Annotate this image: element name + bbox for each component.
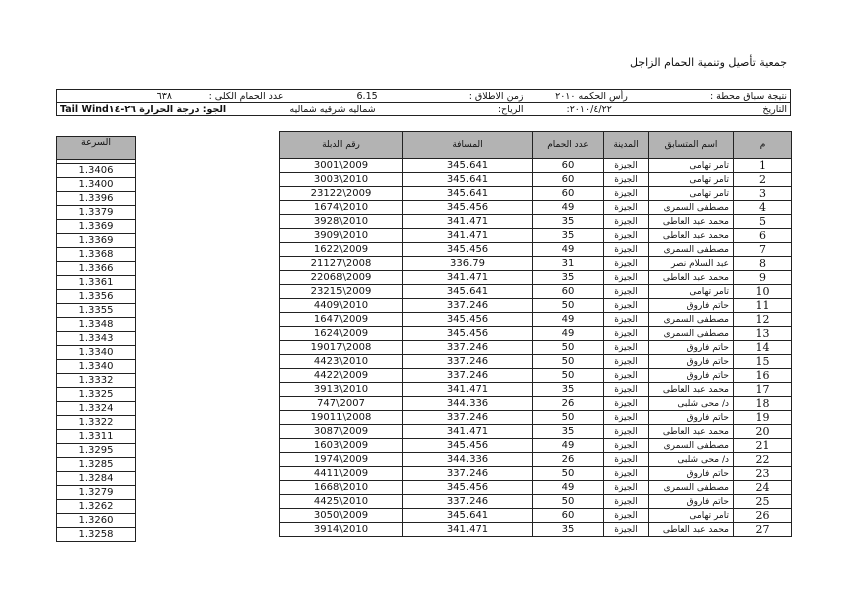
city-cell: الجيزة xyxy=(604,243,649,257)
ring-number-cell: 1624\2009 xyxy=(280,327,403,341)
distance-cell: 345.456 xyxy=(403,327,533,341)
ring-number-cell: 1622\2009 xyxy=(280,243,403,257)
distance-cell: 341.471 xyxy=(403,215,533,229)
table-row xyxy=(280,299,792,313)
pigeon-count-cell: 49 xyxy=(533,313,604,327)
table-row xyxy=(280,411,792,425)
distance-cell: 345.456 xyxy=(403,243,533,257)
city-cell: الجيزة xyxy=(604,187,649,201)
rank-cell: 22 xyxy=(734,453,792,467)
speed-row xyxy=(57,346,136,360)
start-time-label: زمن الاطلاق : xyxy=(447,90,527,103)
pigeon-count-cell: 50 xyxy=(533,369,604,383)
pigeon-count-cell: 60 xyxy=(533,509,604,523)
ring-number-cell: 3913\2010 xyxy=(280,383,403,397)
city-cell: الجيزة xyxy=(604,481,649,495)
speed-cell: 1.3311 xyxy=(57,430,136,444)
speed-cell: 1.3322 xyxy=(57,416,136,430)
participant-name-cell: مصطفى السمرى xyxy=(649,439,734,453)
table-row xyxy=(280,369,792,383)
header-city: المدينة xyxy=(604,132,649,159)
rank-cell: 6 xyxy=(734,229,792,243)
pigeon-count-cell: 35 xyxy=(533,425,604,439)
distance-cell: 337.246 xyxy=(403,467,533,481)
speed-cell: 1.3368 xyxy=(57,248,136,262)
table-row xyxy=(280,397,792,411)
pigeon-count-cell: 60 xyxy=(533,159,604,173)
ring-number-cell: 1674\2010 xyxy=(280,201,403,215)
speed-cell: 1.3396 xyxy=(57,192,136,206)
speed-row xyxy=(57,234,136,248)
rank-cell: 21 xyxy=(734,439,792,453)
wind-value: شماليه شرقيه شماليه xyxy=(287,103,447,116)
header-rank: م xyxy=(734,132,792,159)
distance-cell: 336.79 xyxy=(403,257,533,271)
speed-row xyxy=(57,458,136,472)
speed-row xyxy=(57,332,136,346)
rank-cell: 24 xyxy=(734,481,792,495)
distance-cell: 345.456 xyxy=(403,439,533,453)
city-cell: الجيزة xyxy=(604,229,649,243)
distance-cell: 345.641 xyxy=(403,173,533,187)
ring-number-cell: 1668\2010 xyxy=(280,481,403,495)
participant-name-cell: محمد عبد العاطى xyxy=(649,229,734,243)
distance-cell: 341.471 xyxy=(403,523,533,537)
city-cell: الجيزة xyxy=(604,509,649,523)
speed-cell: 1.3366 xyxy=(57,262,136,276)
results-table xyxy=(279,131,792,537)
table-row xyxy=(280,523,792,537)
ring-number-cell: 3001\2009 xyxy=(280,159,403,173)
city-cell: الجيزة xyxy=(604,299,649,313)
race-info-row-2 xyxy=(57,103,791,116)
speed-row xyxy=(57,290,136,304)
ring-number-cell: 3087\2009 xyxy=(280,425,403,439)
pigeon-count-cell: 60 xyxy=(533,187,604,201)
city-cell: الجيزة xyxy=(604,453,649,467)
city-cell: الجيزة xyxy=(604,201,649,215)
speed-row xyxy=(57,220,136,234)
participant-name-cell: مصطفى السمرى xyxy=(649,201,734,215)
rank-cell: 16 xyxy=(734,369,792,383)
city-cell: الجيزة xyxy=(604,159,649,173)
table-row xyxy=(280,327,792,341)
ring-number-cell: 4411\2009 xyxy=(280,467,403,481)
city-cell: الجيزة xyxy=(604,467,649,481)
speed-cell: 1.3325 xyxy=(57,388,136,402)
distance-cell: 341.471 xyxy=(403,229,533,243)
distance-cell: 345.456 xyxy=(403,481,533,495)
rank-cell: 7 xyxy=(734,243,792,257)
participant-name-cell: حاتم فاروق xyxy=(649,341,734,355)
speed-row xyxy=(57,416,136,430)
speed-row xyxy=(57,402,136,416)
city-cell: الجيزة xyxy=(604,411,649,425)
speed-row xyxy=(57,192,136,206)
table-row xyxy=(280,383,792,397)
weather-value: Tail Windالجو: درجة الحرارة ٢٦-١٤ xyxy=(57,103,287,116)
speed-row xyxy=(57,164,136,178)
participant-name-cell: حاتم فاروق xyxy=(649,355,734,369)
city-cell: الجيزة xyxy=(604,425,649,439)
speed-row xyxy=(57,388,136,402)
start-time-value: 6.15 xyxy=(287,90,447,103)
city-cell: الجيزة xyxy=(604,257,649,271)
pigeon-count-cell: 60 xyxy=(533,285,604,299)
table-row xyxy=(280,257,792,271)
speed-cell: 1.3400 xyxy=(57,178,136,192)
speed-header: السرعة xyxy=(57,137,136,160)
speed-cell: 1.3324 xyxy=(57,402,136,416)
participant-name-cell: حاتم فاروق xyxy=(649,495,734,509)
ring-number-cell: 21127\2008 xyxy=(280,257,403,271)
ring-number-cell: 4425\2010 xyxy=(280,495,403,509)
speed-cell: 1.3369 xyxy=(57,220,136,234)
wind-label: الرياح: xyxy=(447,103,527,116)
ring-number-cell: 1974\2009 xyxy=(280,453,403,467)
distance-cell: 345.641 xyxy=(403,509,533,523)
table-row xyxy=(280,159,792,173)
distance-cell: 341.471 xyxy=(403,271,533,285)
participant-name-cell: محمد عبد العاطى xyxy=(649,523,734,537)
rank-cell: 2 xyxy=(734,173,792,187)
rank-cell: 19 xyxy=(734,411,792,425)
participant-name-cell: مصطفى السمرى xyxy=(649,243,734,257)
speed-row xyxy=(57,514,136,528)
distance-cell: 341.471 xyxy=(403,383,533,397)
rank-cell: 27 xyxy=(734,523,792,537)
rank-cell: 25 xyxy=(734,495,792,509)
city-cell: الجيزة xyxy=(604,397,649,411)
pigeon-count-cell: 50 xyxy=(533,341,604,355)
distance-cell: 345.456 xyxy=(403,201,533,215)
table-row xyxy=(280,425,792,439)
speed-row xyxy=(57,472,136,486)
speed-cell: 1.3258 xyxy=(57,528,136,542)
speed-cell: 1.3260 xyxy=(57,514,136,528)
speed-row xyxy=(57,430,136,444)
table-row xyxy=(280,495,792,509)
pigeon-count-cell: 49 xyxy=(533,243,604,257)
distance-cell: 345.641 xyxy=(403,187,533,201)
rank-cell: 8 xyxy=(734,257,792,271)
speed-row xyxy=(57,374,136,388)
speed-row xyxy=(57,304,136,318)
participant-name-cell: تامر تهامى xyxy=(649,173,734,187)
participant-name-cell: تامر تهامى xyxy=(649,159,734,173)
city-cell: الجيزة xyxy=(604,285,649,299)
ring-number-cell: 4409\2010 xyxy=(280,299,403,313)
city-cell: الجيزة xyxy=(604,355,649,369)
speed-row xyxy=(57,444,136,458)
speed-cell: 1.3340 xyxy=(57,346,136,360)
ring-number-cell: 3914\2010 xyxy=(280,523,403,537)
race-info-row-1 xyxy=(57,90,791,103)
pigeon-count-cell: 35 xyxy=(533,271,604,285)
city-cell: الجيزة xyxy=(604,215,649,229)
distance-cell: 337.246 xyxy=(403,341,533,355)
distance-cell: 337.246 xyxy=(403,411,533,425)
pigeon-count-cell: 35 xyxy=(533,215,604,229)
speed-cell: 1.3343 xyxy=(57,332,136,346)
speed-row xyxy=(57,528,136,542)
speed-cell: 1.3285 xyxy=(57,458,136,472)
table-row xyxy=(280,313,792,327)
table-row xyxy=(280,173,792,187)
rank-cell: 23 xyxy=(734,467,792,481)
pigeon-count-cell: 35 xyxy=(533,523,604,537)
table-row xyxy=(280,453,792,467)
ring-number-cell: 3909\2010 xyxy=(280,229,403,243)
participant-name-cell: محمد عبد العاطى xyxy=(649,215,734,229)
rank-cell: 4 xyxy=(734,201,792,215)
ring-number-cell: 3003\2010 xyxy=(280,173,403,187)
rank-cell: 1 xyxy=(734,159,792,173)
city-cell: الجيزة xyxy=(604,439,649,453)
speed-row xyxy=(57,486,136,500)
speed-row xyxy=(57,276,136,290)
city-cell: الجيزة xyxy=(604,271,649,285)
race-date-value: :٢٠١٠/٤/٢٢ xyxy=(527,103,657,116)
speed-row xyxy=(57,206,136,220)
table-row xyxy=(280,187,792,201)
city-cell: الجيزة xyxy=(604,383,649,397)
rank-cell: 26 xyxy=(734,509,792,523)
participant-name-cell: مصطفى السمرى xyxy=(649,327,734,341)
pigeon-count-cell: 26 xyxy=(533,453,604,467)
speed-row xyxy=(57,248,136,262)
speed-cell: 1.3340 xyxy=(57,360,136,374)
speed-row xyxy=(57,262,136,276)
rank-cell: 20 xyxy=(734,425,792,439)
rank-cell: 5 xyxy=(734,215,792,229)
ring-number-cell: 1647\2009 xyxy=(280,313,403,327)
organization-title: جمعية تأصيل وتنمية الحمام الزاجل xyxy=(629,56,787,69)
ring-number-cell: 3050\2009 xyxy=(280,509,403,523)
speed-cell: 1.3348 xyxy=(57,318,136,332)
ring-number-cell: 3928\2010 xyxy=(280,215,403,229)
city-cell: الجيزة xyxy=(604,495,649,509)
distance-cell: 345.456 xyxy=(403,313,533,327)
participant-name-cell: د/ محى شلبى xyxy=(649,453,734,467)
speed-cell: 1.3356 xyxy=(57,290,136,304)
ring-number-cell: 4423\2010 xyxy=(280,355,403,369)
header-pigeon-count: عدد الحمام xyxy=(533,132,604,159)
ring-number-cell: 22068\2009 xyxy=(280,271,403,285)
pigeon-count-cell: 50 xyxy=(533,299,604,313)
participant-name-cell: تامر تهامى xyxy=(649,187,734,201)
participant-name-cell: حاتم فاروق xyxy=(649,299,734,313)
ring-number-cell: 747\2007 xyxy=(280,397,403,411)
table-row xyxy=(280,285,792,299)
table-row xyxy=(280,201,792,215)
distance-cell: 344.336 xyxy=(403,397,533,411)
pigeon-count-cell: 31 xyxy=(533,257,604,271)
speed-cell: 1.3355 xyxy=(57,304,136,318)
race-date-label: التاريخ xyxy=(657,103,791,116)
participant-name-cell: محمد عبد العاطى xyxy=(649,271,734,285)
speed-cell: 1.3361 xyxy=(57,276,136,290)
speed-cell: 1.3379 xyxy=(57,206,136,220)
pigeon-count-cell: 50 xyxy=(533,355,604,369)
rank-cell: 12 xyxy=(734,313,792,327)
speed-row xyxy=(57,318,136,332)
participant-name-cell: محمد عبد العاطى xyxy=(649,383,734,397)
pigeon-count-cell: 60 xyxy=(533,173,604,187)
speed-cell: 1.3262 xyxy=(57,500,136,514)
speed-cell: 1.3279 xyxy=(57,486,136,500)
distance-cell: 337.246 xyxy=(403,369,533,383)
speed-row xyxy=(57,360,136,374)
rank-cell: 18 xyxy=(734,397,792,411)
total-pigeons-value: ٦٣٨ عدد الحمام الكلى : xyxy=(57,90,287,103)
speed-row xyxy=(57,500,136,514)
header-participant-name: اسم المتسابق xyxy=(649,132,734,159)
table-row xyxy=(280,341,792,355)
city-cell: الجيزة xyxy=(604,523,649,537)
participant-name-cell: د/ محى شلبى xyxy=(649,397,734,411)
race-station-label: نتيجة سباق محطة : xyxy=(657,90,791,103)
table-row xyxy=(280,467,792,481)
participant-name-cell: تامر تهامى xyxy=(649,285,734,299)
participant-name-cell: حاتم فاروق xyxy=(649,411,734,425)
header-distance: المسافة xyxy=(403,132,533,159)
participant-name-cell: محمد عبد العاطى xyxy=(649,425,734,439)
city-cell: الجيزة xyxy=(604,313,649,327)
city-cell: الجيزة xyxy=(604,173,649,187)
distance-cell: 344.336 xyxy=(403,453,533,467)
speed-cell: 1.3332 xyxy=(57,374,136,388)
distance-cell: 345.641 xyxy=(403,285,533,299)
race-station-value: رأس الحكمه ٢٠١٠ xyxy=(527,90,657,103)
table-row xyxy=(280,509,792,523)
pigeon-count-cell: 49 xyxy=(533,481,604,495)
pigeon-count-cell: 50 xyxy=(533,495,604,509)
rank-cell: 14 xyxy=(734,341,792,355)
results-header-row xyxy=(280,132,792,159)
distance-cell: 345.641 xyxy=(403,159,533,173)
city-cell: الجيزة xyxy=(604,369,649,383)
race-info-table xyxy=(56,89,791,116)
distance-cell: 337.246 xyxy=(403,495,533,509)
pigeon-count-cell: 26 xyxy=(533,397,604,411)
pigeon-count-cell: 35 xyxy=(533,229,604,243)
speed-table xyxy=(56,136,136,542)
table-row xyxy=(280,229,792,243)
participant-name-cell: تامر تهامى xyxy=(649,509,734,523)
pigeon-count-cell: 49 xyxy=(533,201,604,215)
ring-number-cell: 23215\2009 xyxy=(280,285,403,299)
table-row xyxy=(280,355,792,369)
distance-cell: 341.471 xyxy=(403,425,533,439)
table-row xyxy=(280,271,792,285)
ring-number-cell: 19017\2008 xyxy=(280,341,403,355)
table-row xyxy=(280,439,792,453)
pigeon-count-cell: 49 xyxy=(533,439,604,453)
speed-cell: 1.3284 xyxy=(57,472,136,486)
header-ring-number: رقم الدبلة xyxy=(280,132,403,159)
table-row xyxy=(280,481,792,495)
speed-row xyxy=(57,178,136,192)
total-pigeons-label: عدد الحمام الكلى : xyxy=(208,90,284,102)
participant-name-cell: مصطفى السمرى xyxy=(649,481,734,495)
distance-cell: 337.246 xyxy=(403,299,533,313)
ring-number-cell: 4422\2009 xyxy=(280,369,403,383)
distance-cell: 337.246 xyxy=(403,355,533,369)
rank-cell: 17 xyxy=(734,383,792,397)
speed-cell: 1.3406 xyxy=(57,164,136,178)
rank-cell: 3 xyxy=(734,187,792,201)
participant-name-cell: مصطفى السمرى xyxy=(649,313,734,327)
rank-cell: 11 xyxy=(734,299,792,313)
rank-cell: 13 xyxy=(734,327,792,341)
rank-cell: 10 xyxy=(734,285,792,299)
participant-name-cell: حاتم فاروق xyxy=(649,369,734,383)
table-row xyxy=(280,215,792,229)
ring-number-cell: 1603\2009 xyxy=(280,439,403,453)
pigeon-count-cell: 50 xyxy=(533,411,604,425)
rank-cell: 9 xyxy=(734,271,792,285)
ring-number-cell: 23122\2009 xyxy=(280,187,403,201)
rank-cell: 15 xyxy=(734,355,792,369)
pigeon-count-cell: 35 xyxy=(533,383,604,397)
pigeon-count-cell: 50 xyxy=(533,467,604,481)
ring-number-cell: 19011\2008 xyxy=(280,411,403,425)
speed-cell: 1.3295 xyxy=(57,444,136,458)
participant-name-cell: عبد السلام نصر xyxy=(649,257,734,271)
city-cell: الجيزة xyxy=(604,327,649,341)
participant-name-cell: حاتم فاروق xyxy=(649,467,734,481)
pigeon-count-cell: 49 xyxy=(533,327,604,341)
city-cell: الجيزة xyxy=(604,341,649,355)
speed-cell: 1.3369 xyxy=(57,234,136,248)
table-row xyxy=(280,243,792,257)
